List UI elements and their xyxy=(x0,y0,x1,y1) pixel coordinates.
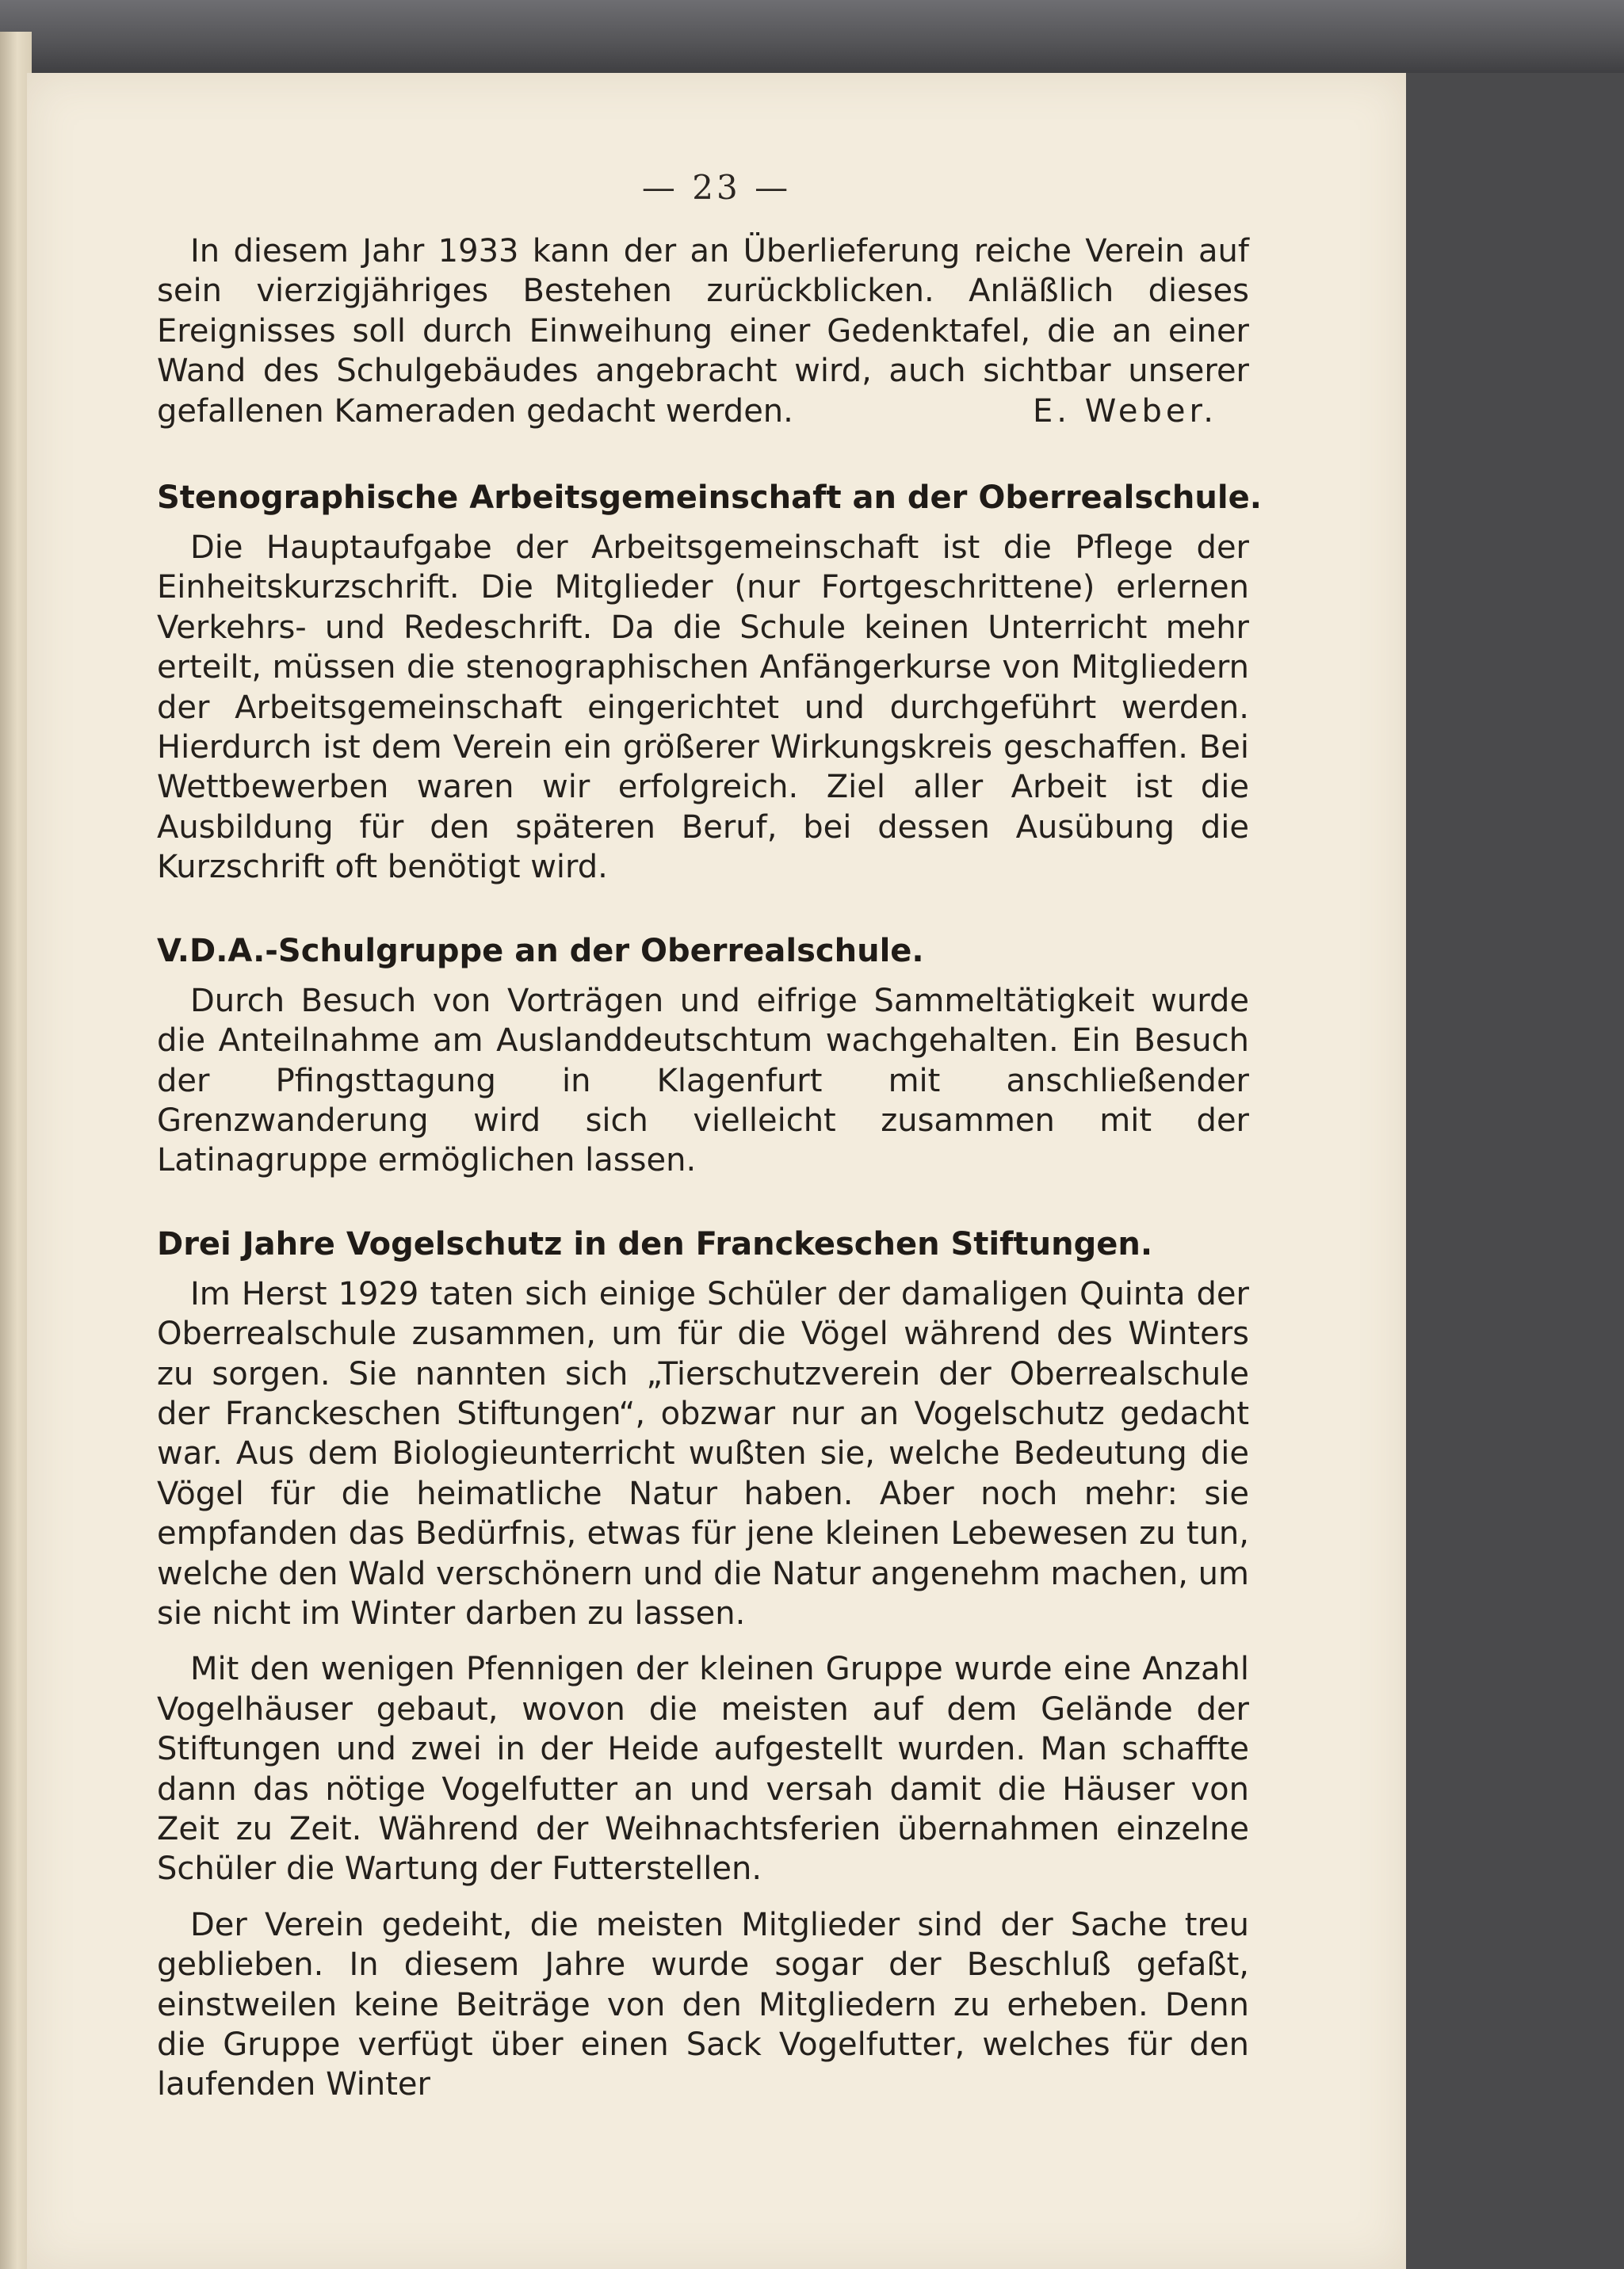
book-page xyxy=(27,73,1406,2269)
author-signature: E. Weber. xyxy=(1032,392,1217,430)
page-content xyxy=(157,231,1262,2105)
intro-paragraph-text: In diesem Jahr 1933 kann der an Überlieferung reiche Verein auf sein vierzigjähriges Bestehen zurückblicken. Anläßlich dieses Ereignisses soll durch Einweihung einer Gedenktafel, die an einer Wand des Schulgebäudes angebracht wird, auch sichtbar unserer gefallenen Kameraden gedacht werden. xyxy=(157,233,1249,430)
intro-paragraph xyxy=(157,231,1249,431)
section-paragraph-bird-protection-1: Im Herst 1929 taten sich einige Schüler der damaligen Quinta der Oberrealschule zusammen, um für die Vögel während des Winters zu sorgen. Sie nannten sich „Tierschutzverein der Oberrealschule der Franckeschen Stiftungen“, obzwar nur an Vogelschutz gedacht war. Aus dem Biologieunterricht wußten sie, welche Bedeutung die Vögel für die heimatliche Natur haben. Aber noch mehr: sie empfanden das Bedürfnis, etwas für jene kleinen Lebewesen zu tun, welche den Wald verschönern und die Natur angenehm machen, um sie nicht im Winter darben zu lassen. xyxy=(157,1275,1249,1632)
page-number: — 23 — xyxy=(641,168,792,207)
section-paragraph-stenography: Die Hauptaufgabe der Arbeitsgemeinschaft ist die Pflege der Einheitskurzschrift. Die Mitglieder (nur Fortgeschrittene) erlernen Verkehrs- und Redeschrift. Da die Schule keinen Unterricht mehr erteilt, müssen die stenographischen Anfängerkurse von Mitgliedern der Arbeitsgemeinschaft eingerichtet und durchgeführt werden. Hierdurch ist dem Verein ein größerer Wirkungskreis geschaffen. Bei Wettbewerben waren wir erfolgreich. Ziel aller Arbeit ist die Ausbildung für den späteren Beruf, bei dessen Ausübung die Kurzschrift oft benötigt wird. xyxy=(157,529,1249,886)
section-paragraph-bird-protection-2: Mit den wenigen Pfennigen der kleinen Gruppe wurde eine Anzahl Vogelhäuser gebaut, wovon die meisten auf dem Gelände der Stiftungen und zwei in der Heide aufgestellt wurden. Man schaffte dann das nötige Vogelfutter an und versah damit die Häuser von Zeit zu Zeit. Während der Weihnachtsferien übernahmen einzelne Schüler die Wartung der Futterstellen. xyxy=(157,1651,1249,1888)
section-heading-vda: V.D.A.-Schulgruppe an der Oberrealschule. xyxy=(157,932,924,969)
section-paragraph-bird-protection-3: Der Verein gedeiht, die meisten Mitglieder sind der Sache treu geblieben. In diesem Jahre wurde sogar der Beschluß gefaßt, einstweilen keine Beiträge von den Mitgliedern zu erheben. Denn die Gruppe verfügt über einen Sack Vogelfutter, welches für den laufenden Winter xyxy=(157,1906,1249,2103)
section-heading-stenography: Stenographische Arbeitsgemeinschaft an der Oberrealschule. xyxy=(157,479,1262,517)
scan-backdrop xyxy=(0,0,1624,73)
section-heading-bird-protection: Drei Jahre Vogelschutz in den Franckeschen Stiftungen. xyxy=(157,1225,1153,1262)
section-paragraph-vda: Durch Besuch von Vorträgen und eifrige Sammeltätigkeit wurde die Anteilnahme am Auslanddeutschtum wachgehalten. Ein Besuch der Pfingsttagung in Klagenfurt mit anschließender Grenzwanderung wird sich vielleicht zusammen mit der Latinagruppe ermöglichen lassen. xyxy=(157,982,1249,1179)
